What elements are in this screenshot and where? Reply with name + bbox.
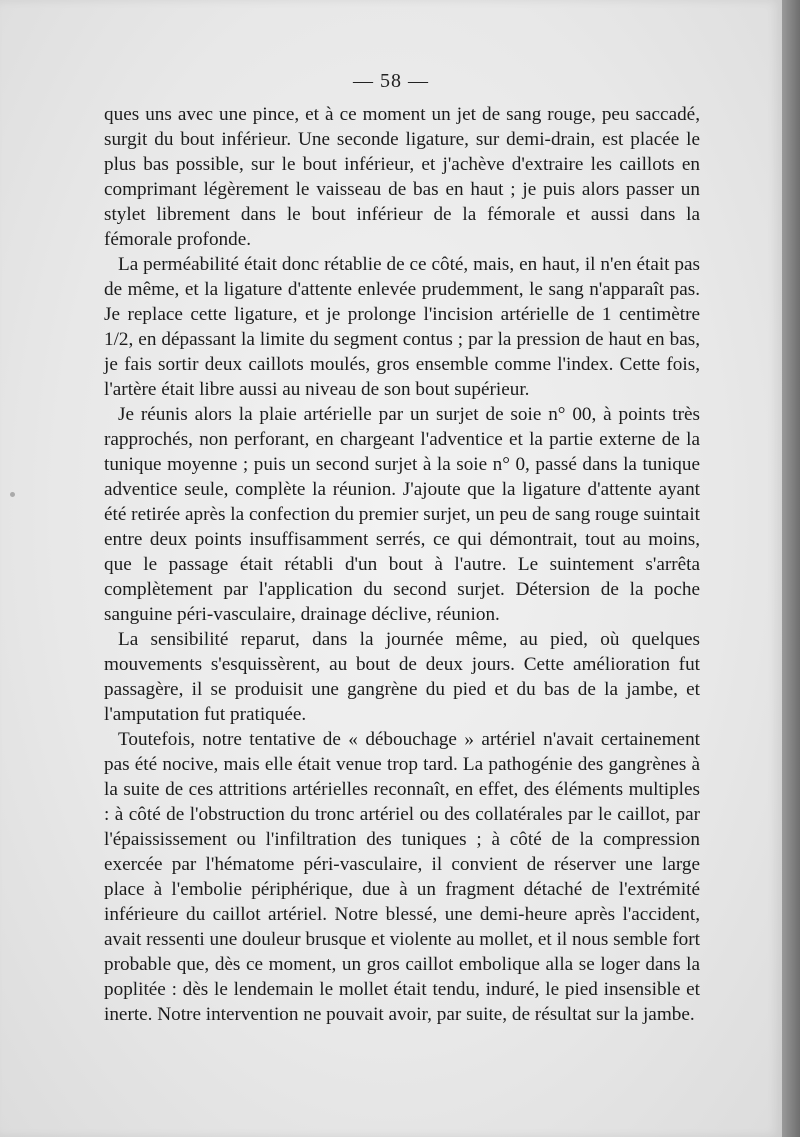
scan-edge [782, 0, 800, 1137]
paragraph-2: La perméabilité était donc rétablie de ce côté, mais, en haut, il n'en était pas de même, et la ligature d'attente enlevée prudemment, le sang n'apparaît pas. Je replace cette ligature, et je prolonge l'incision artérielle de 1 centimètre 1/2, en dépassant la limite du segment contus ; par la pression de haut en bas, je fais sortir deux caillots moulés, gros ensemble comme l'index. Cette fois, l'artère était libre aussi au niveau de son bout supérieur. [104, 254, 700, 400]
page-number: — 58 — [353, 70, 429, 92]
page-text [104, 102, 700, 1027]
paragraph-5: Toutefois, notre tentative de « débouchage » artériel n'avait certainement pas été nocive, mais elle était venue trop tard. La pathogénie des gangrènes à la suite de ces attritions artérielles reconnaît, en effet, des éléments multiples : à côté de l'obstruction du tronc artériel ou des collatérales par le caillot, par l'épaississement ou l'infiltration des tuniques ; à côté de la compression exercée par l'hématome péri-vasculaire, il convient de réserver une large place à l'embolie périphérique, due à un fragment détaché de l'extrémité inférieure du caillot artériel. Notre blessé, une demi-heure après l'accident, avait ressenti une douleur brusque et violente au mollet, et il nous semble fort probable que, dès ce moment, un gros caillot embolique alla se loger dans la poplitée : dès le lendemain le mollet était tendu, induré, le pied insensible et inerte. Notre intervention ne pouvait avoir, par suite, de résultat sur la jambe. [104, 729, 700, 1025]
paragraph-1: ques uns avec une pince, et à ce moment un jet de sang rouge, peu saccadé, surgit du bout inférieur. Une seconde ligature, sur demi-drain, est placée le plus bas possible, sur le bout inférieur, et j'achève d'extraire les caillots en comprimant légèrement le vaisseau de bas en haut ; je puis alors passer un stylet librement dans le bout inférieur de la fémorale et aussi dans la fémorale profonde. [104, 104, 700, 250]
paragraph-3: Je réunis alors la plaie artérielle par un surjet de soie n° 00, à points très rapprochés, non perforant, en chargeant l'adventice et la partie externe de la tunique moyenne ; puis un second surjet à la soie n° 0, passé dans la tunique adventice seule, complète la réunion. J'ajoute que la ligature d'attente ayant été retirée après la confection du premier surjet, un peu de sang rouge suintait entre deux points insuffisamment serrés, ce qui démontrait, tout au moins, que le passage était rétabli d'un bout à l'autre. Le suintement s'arrêta complètement par l'application du second surjet. Détersion de la poche sanguine péri-vasculaire, drainage déclive, réunion. [104, 404, 700, 625]
paper-speck [10, 492, 15, 497]
paragraph-4: La sensibilité reparut, dans la journée même, au pied, où quelques mouvements s'esquissèrent, au bout de deux jours. Cette amélioration fut passagère, il se produisit une gangrène du pied et du bas de la jambe, et l'amputation fut pratiquée. [104, 629, 700, 725]
